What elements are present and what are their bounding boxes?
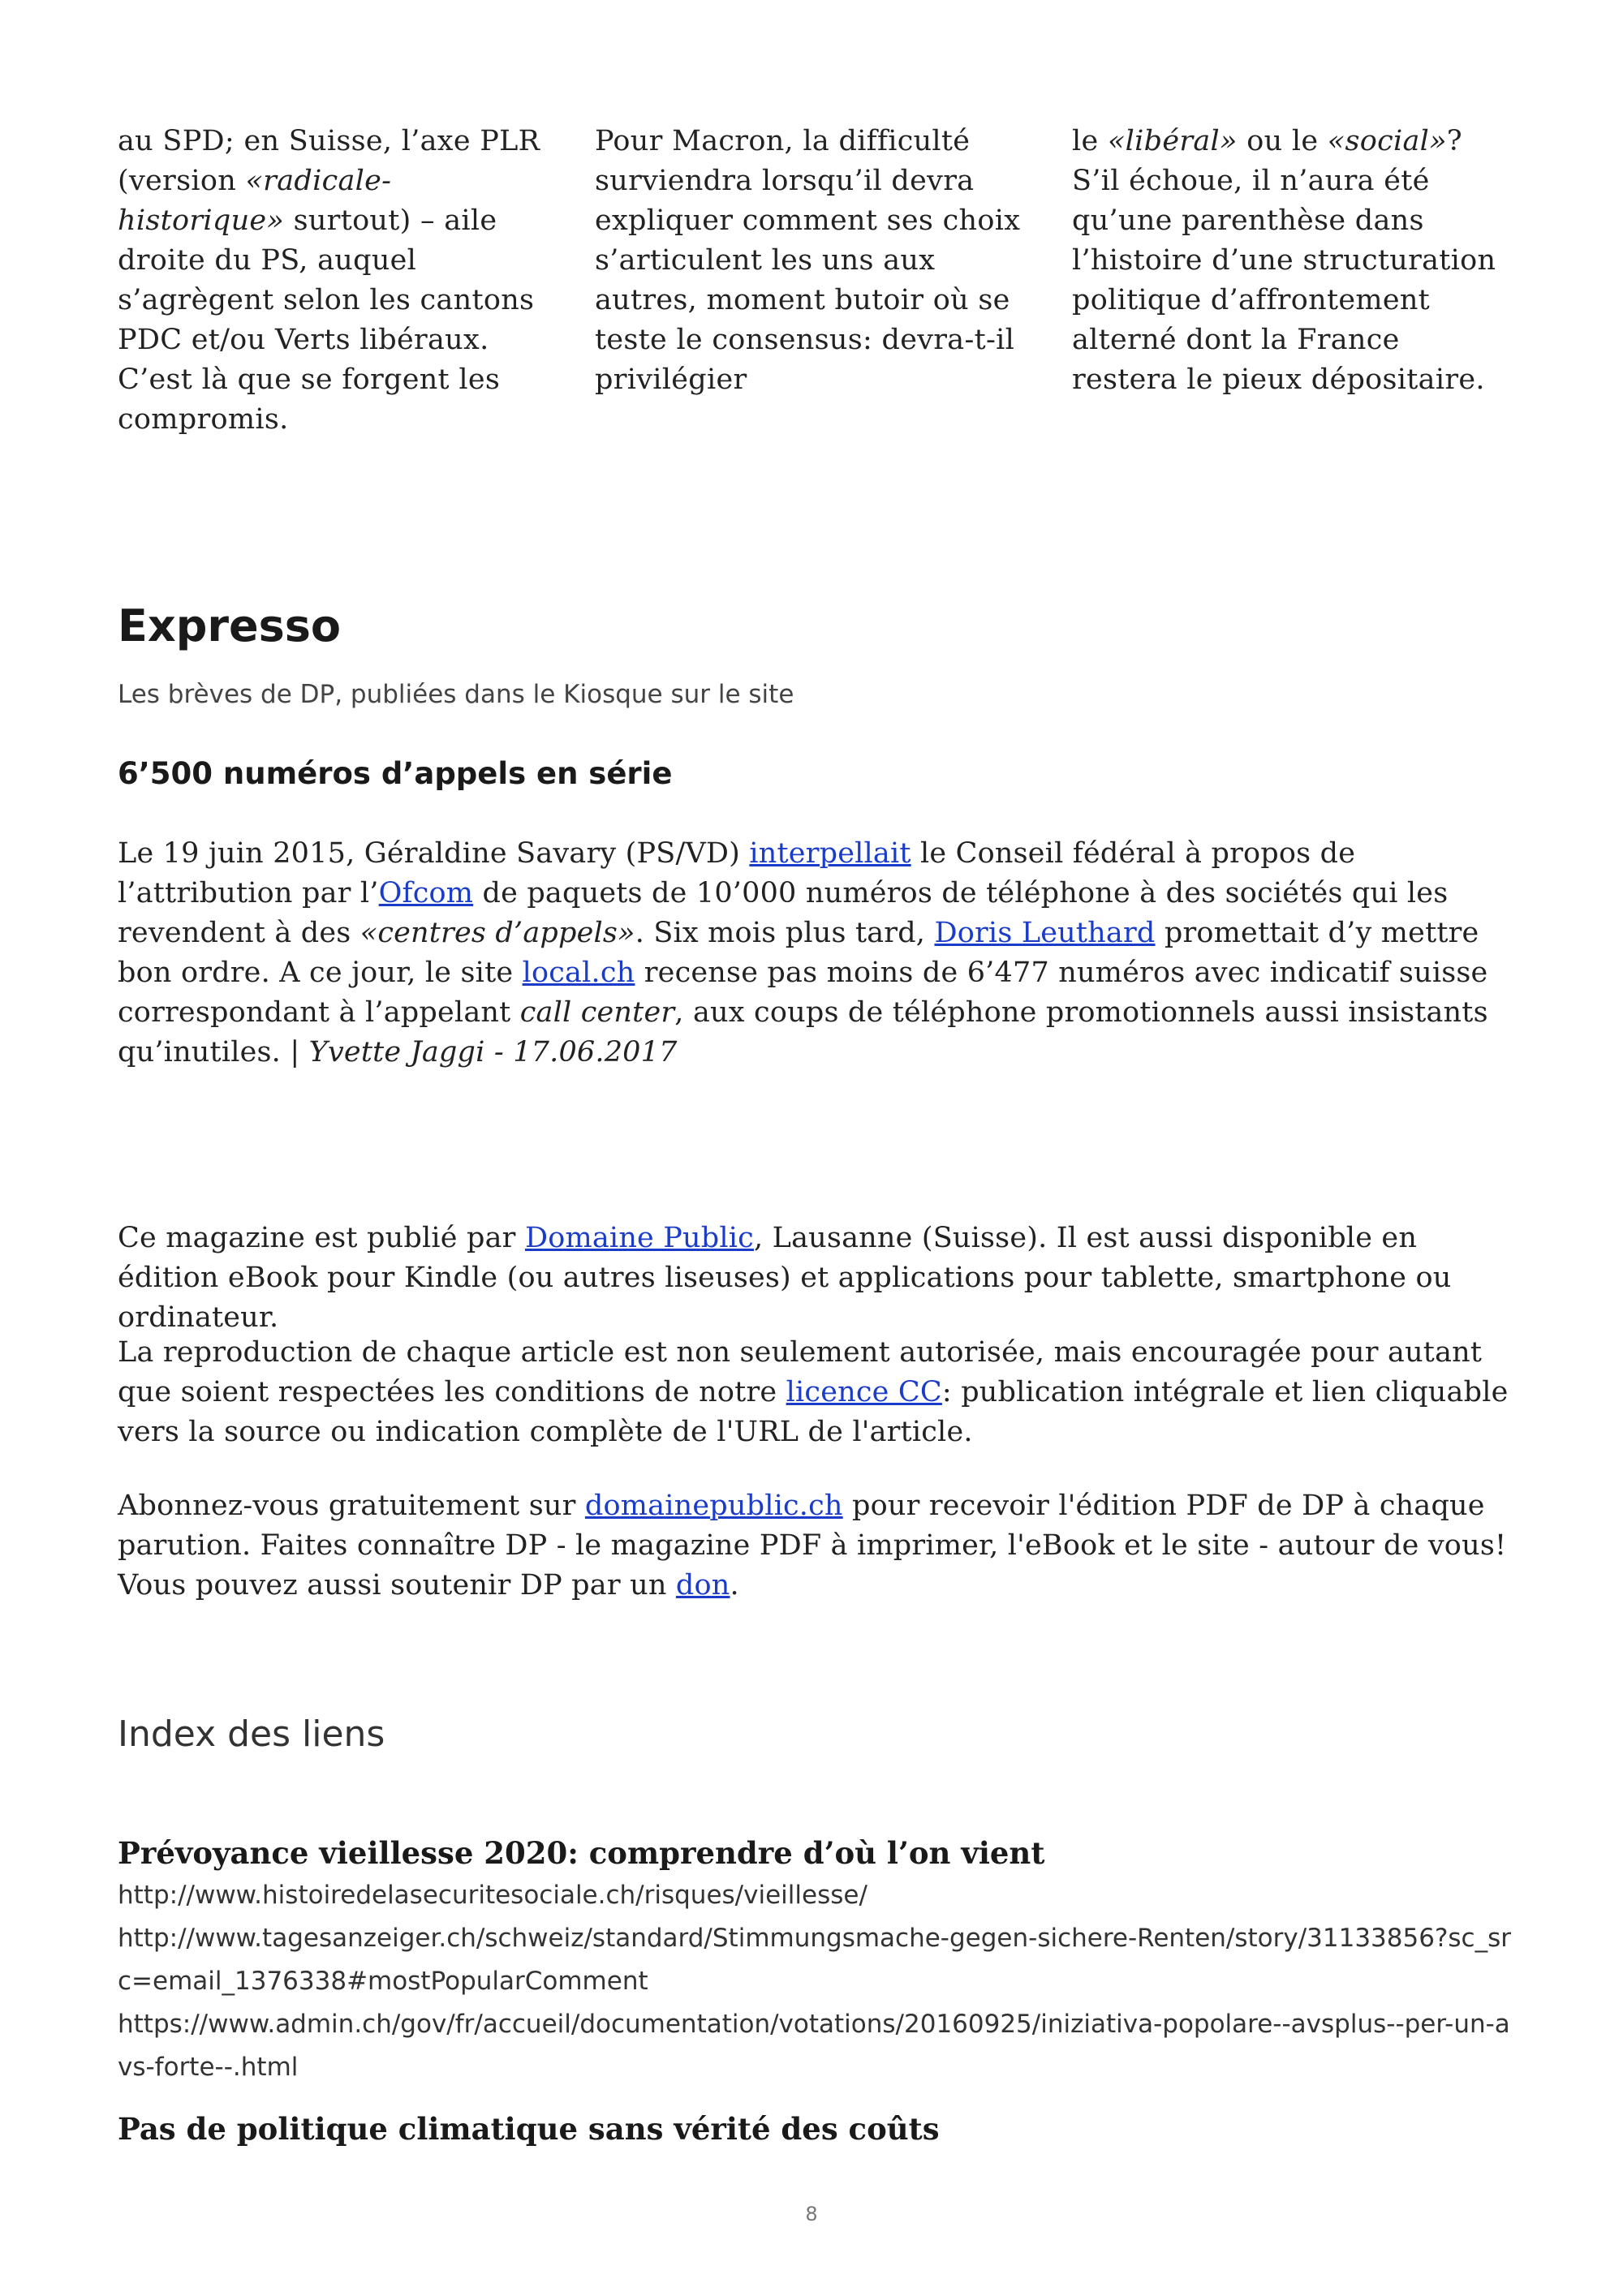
column-3	[1072, 122, 1502, 440]
link-licence-cc[interactable]: licence CC	[786, 1376, 942, 1408]
section-title: Expresso	[118, 600, 342, 651]
footer-paragraph-3	[118, 1486, 1526, 1606]
text-run: ou le	[1237, 125, 1328, 157]
url-item[interactable]: https://www.admin.ch/gov/fr/accueil/documentation/votations/20160925/iniziativa-popolare--avsplus--per-un-avs-forte--.html	[118, 2010, 1510, 2082]
footer-text-1	[118, 1219, 1526, 1338]
index-group-title: Prévoyance vieillesse 2020: comprendre d’où l’on vient	[118, 1835, 1045, 1871]
brief-body	[118, 834, 1526, 1073]
text-run: , aux coups de téléphone promotionnels aussi insistants qu’inutiles. |	[118, 996, 1488, 1068]
url-list	[118, 1874, 1513, 2089]
link-don[interactable]: don	[675, 1569, 730, 1602]
text-run: Ce magazine est publié par	[118, 1222, 525, 1254]
link-domaine-public[interactable]: Domaine Public	[524, 1222, 754, 1254]
footer-paragraph-1	[118, 1219, 1526, 1338]
text-run: .	[730, 1569, 739, 1602]
link-domainepublic-ch[interactable]: domainepublic.ch	[584, 1490, 843, 1522]
column-3-text	[1072, 122, 1502, 400]
link-local-ch[interactable]: local.ch	[522, 957, 635, 989]
text-run: La reproduction de chaque article est non seulement autorisée, mais encouragée pour autant que soient respectées les conditions de notre	[118, 1336, 1483, 1408]
index-title: Index des liens	[118, 1713, 385, 1755]
italic-term: call center	[519, 996, 675, 1029]
italic-quote: «radicale-historique»	[118, 165, 392, 237]
url-item[interactable]: http://www.tagesanzeiger.ch/schweiz/standard/Stimmungsmache-gegen-sichere-Renten/story/31133856?sc_src=email_1376338#mostPopularComment	[118, 1924, 1511, 1996]
column-1-text	[118, 122, 548, 440]
url-item[interactable]: http://www.histoiredelasecuritesociale.ch/risques/vieillesse/	[118, 1881, 867, 1910]
index-group-title: Pas de politique climatique sans vérité des coûts	[118, 2111, 940, 2147]
text-run: de paquets de 10’000 numéros de téléphone à des sociétés qui les revendent à des	[118, 877, 1449, 949]
column-2-text: Pour Macron, la difficulté surviendra lorsqu’il devra expliquer comment ses choix s’articulent les uns aux autres, moment butoir où se teste le consensus: devra-t-il privilégier	[595, 125, 1021, 396]
column-2	[595, 122, 1025, 440]
footer-text-2	[118, 1333, 1526, 1452]
link-doris-leuthard[interactable]: Doris Leuthard	[934, 917, 1156, 949]
text-run: , Lausanne (Suisse). Il est aussi disponible en édition eBook pour Kindle (ou autres liseuses) et applications pour tablette, smartphone ou ordinateur.	[118, 1222, 1452, 1334]
article-columns	[118, 122, 1522, 440]
italic-quote: «libéral»	[1107, 125, 1238, 157]
text-run: Le 19 juin 2015, Géraldine Savary (PS/VD)	[118, 837, 750, 870]
footer-text-3	[118, 1486, 1526, 1606]
text-run: au SPD; en Suisse, l’axe PLR (version	[118, 125, 540, 197]
text-run: pour recevoir l'édition PDF de DP à chaque parution. Faites connaître DP - le magazine PDF à imprimer, l'eBook et le site - autour de vous! Vous pouvez aussi soutenir DP par un	[118, 1490, 1507, 1602]
italic-quote: «centres d’appels»	[359, 917, 635, 949]
page-number: 8	[805, 2203, 818, 2225]
author-signature: Yvette Jaggi - 17.06.2017	[308, 1036, 678, 1068]
footer-paragraph-2	[118, 1333, 1526, 1452]
text-run: Abonnez-vous gratuitement sur	[118, 1490, 585, 1522]
text-run: promettait d’y mettre bon ordre. A ce jour, le site	[118, 917, 1479, 989]
column-1	[118, 122, 548, 440]
link-ofcom[interactable]: Ofcom	[378, 877, 474, 909]
link-interpellait[interactable]: interpellait	[749, 837, 911, 870]
brief-title: 6’500 numéros d’appels en série	[118, 756, 673, 791]
text-run: . Six mois plus tard,	[635, 917, 935, 949]
section-subtitle: Les brèves de DP, publiées dans le Kiosque sur le site	[118, 680, 794, 709]
text-run: le	[1072, 125, 1108, 157]
text-run: le Conseil fédéral à propos de l’attribution par l’	[118, 837, 1356, 909]
italic-quote: «social»	[1327, 125, 1447, 157]
text-run: ? S’il échoue, il n’aura été qu’une parenthèse dans l’histoire d’une structuration politique d’affrontement alterné dont la France restera le pieux dépositaire.	[1072, 125, 1496, 396]
brief-paragraph	[118, 834, 1526, 1073]
text-run: : publication intégrale et lien cliquable vers la source ou indication complète de l'URL de l'article.	[118, 1376, 1509, 1448]
text-run: surtout) – aile droite du PS, auquel s’agrègent selon les cantons PDC et/ou Verts libéraux. C’est là que se forgent les compromis.	[118, 204, 535, 436]
text-run: recense pas moins de 6’477 numéros avec indicatif suisse correspondant à l’appelant	[118, 957, 1488, 1029]
